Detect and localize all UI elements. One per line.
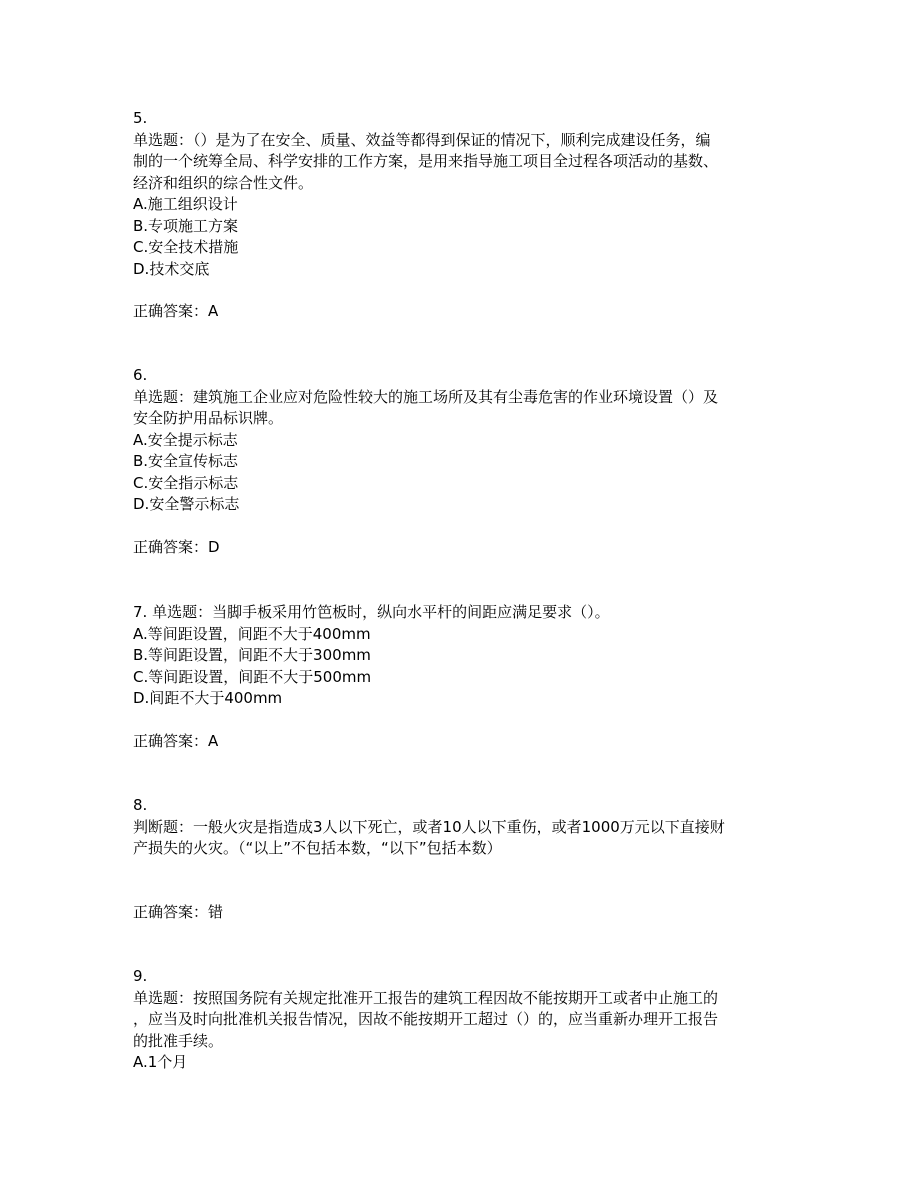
question-stem-line: 经济和组织的综合性文件。 xyxy=(133,173,314,192)
question-number: 5. xyxy=(133,109,148,127)
answer-6 xyxy=(133,537,793,559)
question-stem-line: 判断题：一般火灾是指造成3人以下死亡，或者10人以下重伤，或者1000万元以下直接财 xyxy=(133,817,725,836)
question-stem-line: 的批准手续。 xyxy=(133,1031,224,1050)
answer-5 xyxy=(133,301,793,323)
option-d: D.安全警示标志 xyxy=(133,495,240,513)
correct-answer: 正确答案：A xyxy=(133,732,219,750)
question-number: 6. xyxy=(133,366,148,384)
option-a: A.安全提示标志 xyxy=(133,430,238,449)
option-c: C.等间距设置，间距不大于500mm xyxy=(133,667,372,686)
correct-answer: 正确答案：错 xyxy=(133,903,224,921)
answer-7 xyxy=(133,731,793,753)
option-c: C.安全技术措施 xyxy=(133,238,239,256)
option-a: A.1个月 xyxy=(133,1053,188,1071)
question-8 xyxy=(133,795,793,860)
option-b: B.安全宣传标志 xyxy=(133,452,239,470)
question-stem-line: 产损失的火灾。（“以上”不包括本数，“以下”包括本数） xyxy=(133,839,502,857)
option-b: B.等间距设置，间距不大于300mm xyxy=(133,646,371,664)
question-stem-line: 7. 单选题：当脚手板采用竹笆板时，纵向水平杆的间距应满足要求（）。 xyxy=(133,603,610,621)
option-b: B.专项施工方案 xyxy=(133,216,239,235)
question-stem-line: 单选题：建筑施工企业应对危险性较大的施工场所及其有尘毒危害的作业环境设置（）及 xyxy=(133,387,719,406)
question-9 xyxy=(133,966,793,1074)
question-stem-line: ，应当及时向批准机关报告情况，因故不能按期开工超过（）的，应当重新办理开工报告 xyxy=(133,1010,719,1028)
question-number: 8. xyxy=(133,796,148,814)
question-stem-line: 单选题：（）是为了在安全、质量、效益等都得到保证的情况下，顺利完成建设任务，编 xyxy=(133,130,711,149)
option-d: D.间距不大于400mm xyxy=(133,689,283,707)
option-a: A.等间距设置，间距不大于400mm xyxy=(133,624,371,643)
question-7 xyxy=(133,602,793,710)
answer-8 xyxy=(133,902,793,924)
correct-answer: 正确答案：A xyxy=(133,302,219,320)
option-c: C.安全指示标志 xyxy=(133,473,239,492)
question-stem-line: 制的一个统筹全局、科学安排的工作方案，是用来指导施工项目全过程各项活动的基数、 xyxy=(133,152,719,170)
correct-answer: 正确答案：D xyxy=(133,538,220,556)
question-5 xyxy=(133,108,793,280)
question-6 xyxy=(133,365,793,516)
question-number: 9. xyxy=(133,967,148,985)
option-d: D.技术交底 xyxy=(133,259,210,278)
option-a: A.施工组织设计 xyxy=(133,195,238,213)
question-stem-line: 安全防护用品标识牌。 xyxy=(133,409,284,427)
question-stem-line: 单选题：按照国务院有关规定批准开工报告的建筑工程因故不能按期开工或者中止施工的 xyxy=(133,988,719,1007)
